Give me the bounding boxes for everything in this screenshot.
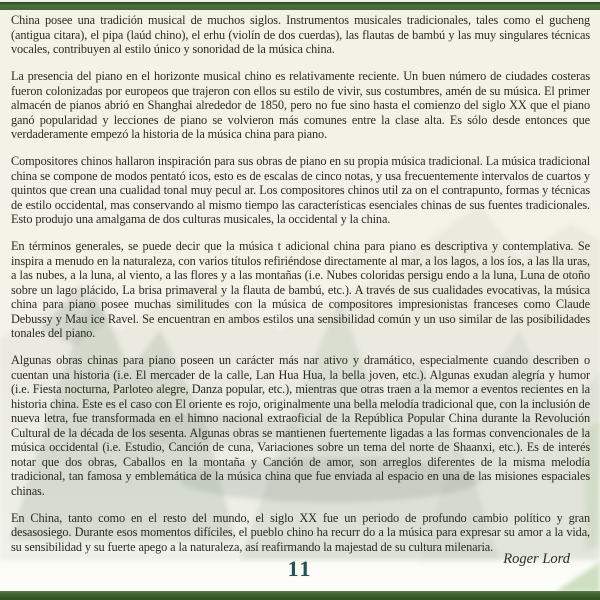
top-border-bar [0,2,600,10]
body-paragraph: Compositores chinos hallaron inspiración para sus obras de piano en su propia música tradicional. La música tradicional china se compone de modos pentató icos, esto es de escalas de cinco notas, y usa frecuentemente intervalos de cuartos y quintos que crean una cualidad tonal muy pecul ar. Los compositores chinos util za on el contrapunto, formas y técnicas de estilo occidental, mas conservando al mismo tiempo las características esenciales chinas de sus fuentes tradicionales. Esto produjo una amalgama de dos culturas musicales, la occidental y la china. [11,154,590,226]
page-number: 11 [287,556,313,581]
author-signature: Roger Lord [503,551,570,567]
body-paragraph: China posee una tradición musical de muchos siglos. Instrumentos musicales tradicionales, tales como el gucheng (antigua citara), el pipa (laúd chino), el erhu (violín de dos cuerdas), las flautas de bambú y las muy singulares técnicas vocales, contribuyen al estilo único y sonoridad de la música china. [11,13,590,56]
text-block [11,13,590,567]
body-paragraph: Algunas obras chinas para piano poseen un carácter más nar ativo y dramático, especialmente cuando describen o cuentan una historia (i.e. El mercader de la calle, Lan Hua Hua, la bella joven, etc.). Algunas exudan alegría y humor (i.e. Fiesta nocturna, Parloteo alegre, Danza popular, etc.), mientras que otras traen a la memor a eventos recientes en la historia china. Este es el caso con El oriente es rojo, originalmente una bella melodía tradicional que, con la inclusión de nueva letra, fue transformada en el himno nacional extraoficial de la República Popular China durante la Revolución Cultural de la década de los sesenta. Algunas obras se mantienen fuertemente ligadas a las formas convencionales de la música occidental (i.e. Estudio, Canción de cuna, Variaciones sobre un tema del norte de Shaanxi, etc.). Es de interés notar que dos obras, Caballos en la montaña y Canción de amor, son arreglos diferentes de la misma melodía tradicional, tan famosa y emblemática de la música china que fue enviada al espacio en una de las misiones espaciales chinas. [11,353,590,498]
body-paragraph: La presencia del piano en el horizonte musical chino es relativamente reciente. Un buen número de ciudades costeras fueron colonizadas por europeos que trajeron con ellos su estilo de vivir, sus costumbres, amén de su música. El primer almacén de pianos abrió en Shanghai alrededor de 1850, pero no fue sino hasta el comienzo del siglo XX que el piano ganó popularidad y lecciones de piano se volvieron más comunes entre la clase alta. Es sólo desde entonces que verdaderamente empezó la historia de la música china para piano. [11,69,590,141]
body-paragraph: En China, tanto como en el resto del mundo, el siglo XX fue un periodo de profundo cambio político y gran desasosiego. Durante esos momentos difíciles, el pueblo chino ha recurr do a la música para expresar su amor a la vida, su sensibilidad y su fuerte apego a la naturaleza, así reafirmando la majestad de su cultura milenaria. [11,510,590,554]
body-paragraph: En términos generales, se puede decir que la música t adicional china para piano es descriptiva y contemplativa. Se inspira a menudo en la naturaleza, con varios títulos refiriéndose directamente al mar, a los lagos, a los íos, a las lla uras, a las nubes, a la luna, al viento, a las flores y a las montañas (i.e. Nubes coloridas persigu endo a la luna, Luna de otoño sobre un lago plácido, La brisa primaveral y la flauta de bambú, etc.). A través de sus cualidades evocativas, la música china para piano posee muchas similitudes con la música de compositores impresionistas franceses como Claude Debussy y Mau ice Ravel. Se encuentran en ambos estilos una sensibilidad común y un uso similar de las posibilidades tonales del piano. [11,239,590,340]
bottom-border-bar [0,591,600,600]
